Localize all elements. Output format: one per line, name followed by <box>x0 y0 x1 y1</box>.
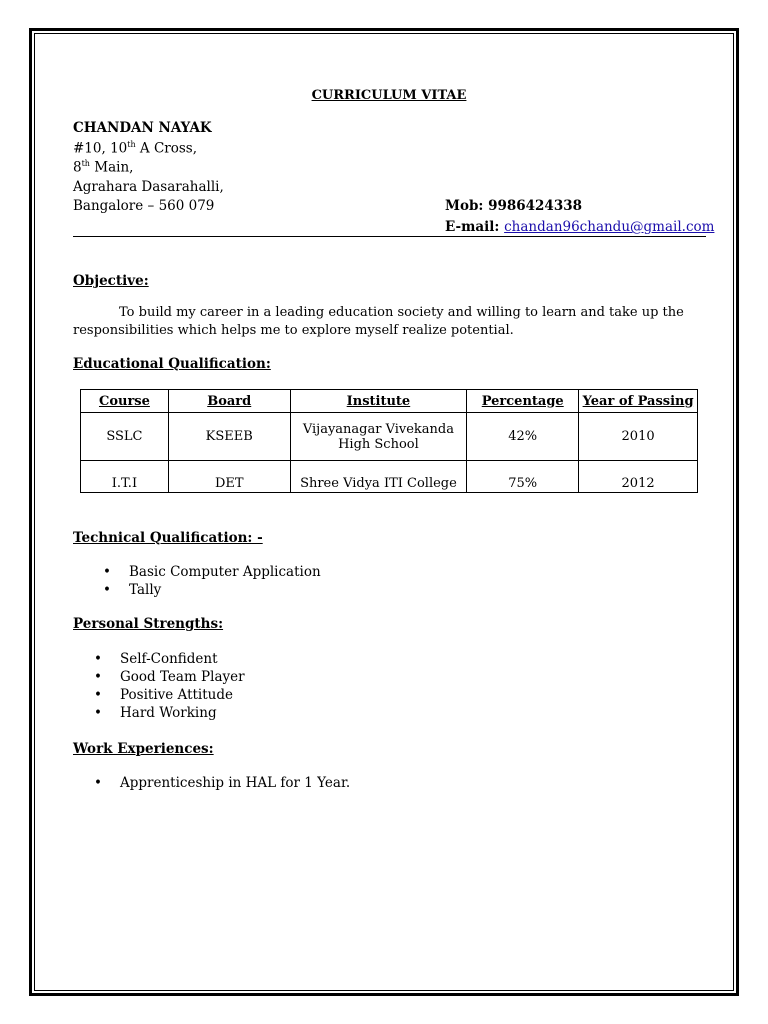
address-line-1-prefix: #10, 10 <box>73 140 128 157</box>
list-item-text: Hard Working <box>120 705 217 721</box>
objective-text: To build my career in a leading education society and willing to learn and take up the responsibilities which helps me to explore myself realize potential. <box>73 305 684 338</box>
col-header-year: Year of Passing <box>579 390 698 413</box>
col-header-percentage: Percentage <box>467 390 579 413</box>
col-header-board: Board <box>168 390 290 413</box>
strengths-heading: Personal Strengths: <box>73 616 224 632</box>
list-item <box>103 581 321 599</box>
address-line-1-sup: th <box>127 140 136 149</box>
address-line-1-suffix: A Cross, <box>135 140 198 157</box>
list-item-text: Tally <box>129 582 162 598</box>
candidate-name: CHANDAN NAYAK <box>73 120 212 136</box>
bullet: • <box>103 582 111 598</box>
cell-course: SSLC <box>81 413 169 461</box>
cell-year: 2010 <box>579 413 698 461</box>
cell-year: 2012 <box>579 461 698 493</box>
list-item-text: Good Team Player <box>120 669 245 685</box>
address-line-1 <box>73 140 197 157</box>
bullet: • <box>103 564 111 580</box>
objective-heading: Objective: <box>73 273 149 289</box>
education-table-header <box>81 390 698 413</box>
header-divider <box>73 236 706 237</box>
email-row <box>445 219 714 235</box>
list-item <box>94 774 351 792</box>
address-line-3: Agrahara Dasarahalli, <box>73 179 224 195</box>
bullet: • <box>94 669 102 685</box>
address-line-2 <box>73 159 133 176</box>
table-row <box>81 413 698 461</box>
cell-percentage: 42% <box>467 413 579 461</box>
cell-institute: Vijayanagar Vivekanda High School <box>290 413 467 461</box>
mobile-number: Mob: 9986424338 <box>445 198 583 214</box>
list-item <box>94 668 245 686</box>
list-item-text: Basic Computer Application <box>129 564 321 580</box>
cell-percentage: 75% <box>467 461 579 493</box>
document-title: CURRICULUM VITAE <box>311 88 467 103</box>
education-heading: Educational Qualification: <box>73 356 271 372</box>
table-row <box>81 461 698 493</box>
bullet: • <box>94 775 102 791</box>
strengths-list <box>94 650 245 722</box>
bullet: • <box>94 705 102 721</box>
technical-heading: Technical Qualification: - <box>73 530 263 546</box>
email-label: E-mail: <box>445 219 505 235</box>
list-item-text: Apprenticeship in HAL for 1 Year. <box>120 775 351 791</box>
list-item-text: Self-Confident <box>120 651 218 667</box>
cell-board: KSEEB <box>168 413 290 461</box>
cell-institute: Shree Vidya ITI College <box>290 461 467 493</box>
work-heading: Work Experiences: <box>73 741 214 757</box>
bullet: • <box>94 687 102 703</box>
list-item <box>94 704 245 722</box>
address-line-2-sup: th <box>81 159 90 168</box>
bullet: • <box>94 651 102 667</box>
list-item <box>94 686 245 704</box>
page-border <box>29 28 739 996</box>
address-line-2-prefix: 8 <box>73 159 82 176</box>
cell-board: DET <box>168 461 290 493</box>
technical-list <box>103 563 321 599</box>
email-link[interactable]: chandan96chandu@gmail.com <box>504 219 715 235</box>
list-item-text: Positive Attitude <box>120 687 233 703</box>
list-item <box>94 650 245 668</box>
col-header-course: Course <box>81 390 169 413</box>
education-table <box>80 389 698 493</box>
cell-course: I.T.I <box>81 461 169 493</box>
address-line-2-suffix: Main, <box>89 159 134 176</box>
col-header-institute: Institute <box>290 390 467 413</box>
work-list <box>94 774 351 792</box>
address-line-4: Bangalore – 560 079 <box>73 198 215 214</box>
list-item <box>103 563 321 581</box>
